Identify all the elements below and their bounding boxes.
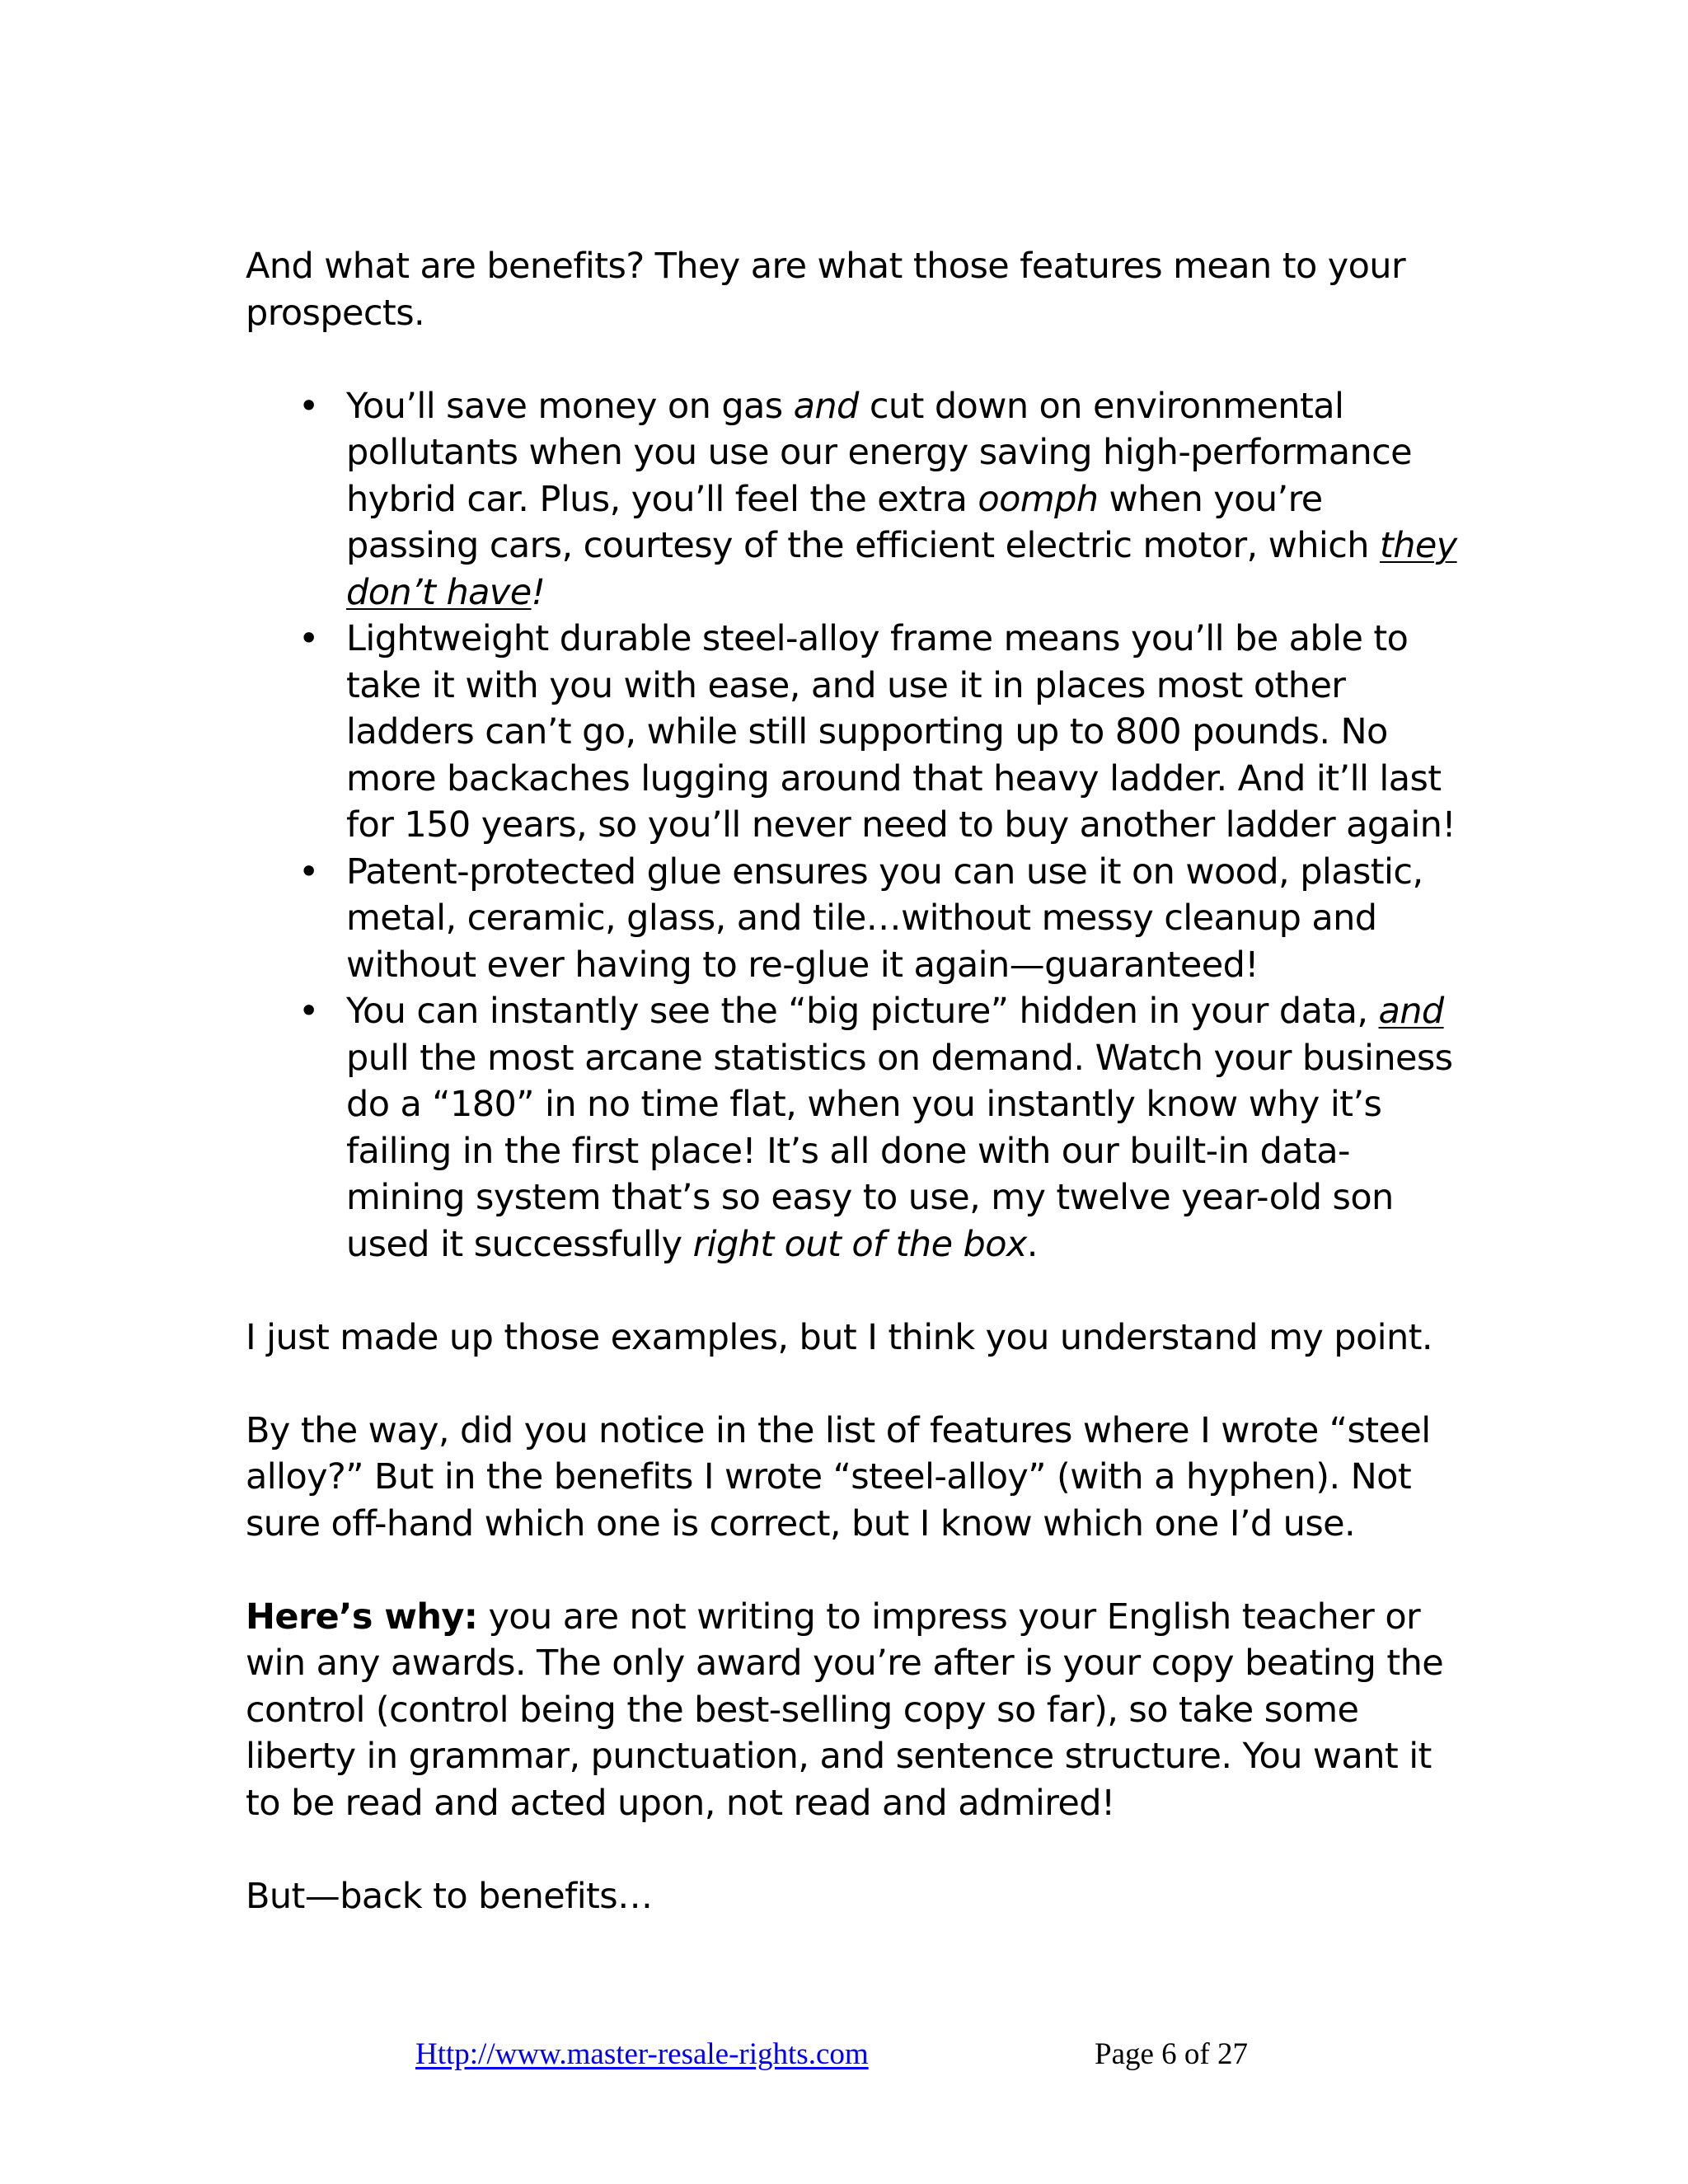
bullet-icon: • — [298, 851, 319, 893]
back-to-benefits-paragraph — [246, 1873, 1457, 1920]
list-item — [298, 849, 1457, 989]
bullet-icon: • — [298, 991, 319, 1032]
examples-paragraph — [246, 1315, 1457, 1361]
why-paragraph — [246, 1594, 1457, 1827]
paragraph-text: you are not writing to impress your English teacher or win any awards. The only award you’re after is your copy beating the control (control being the best-selling copy so far), so take some liberty in grammar, punctuation, and sentence structure. You want it to be read and acted upon, not read and admired! — [246, 1596, 1444, 1824]
item-text: You’ll save money on gas — [346, 385, 794, 427]
item-text: when you’re passing cars, courtesy of the efficient electric motor, which — [346, 478, 1380, 566]
emphasis-and: and — [1378, 991, 1444, 1032]
item-text: ! — [531, 571, 546, 613]
item-text: Patent-protected glue ensures you can use it on wood, plastic, metal, ceramic, glass, and tile…without messy cleanup and without ever having to re-glue it again—guaranteed! — [346, 851, 1423, 986]
benefits-list — [246, 383, 1457, 1268]
emphasis-right-out-of-the-box: right out of the box — [692, 1223, 1027, 1265]
why-label: Here’s why: — [246, 1596, 478, 1638]
paragraph-text: By the way, did you notice in the list of features where I wrote “steel alloy?” But in the benefits I wrote “steel-alloy” (with a hyphen). Not sure off-hand which one is correct, but I know which one I’d use. — [246, 1409, 1431, 1544]
item-text: Lightweight durable steel-alloy frame means you’ll be able to take it with you with ease, and use it in places most other ladders can’t go, while still supporting up to 800 pounds. No more backaches lugging around that heavy ladder. And it’ll last for 150 years, so you’ll never need to buy another ladder again! — [346, 618, 1456, 846]
list-item — [298, 383, 1457, 616]
item-text: pull the most arcane statistics on demand. Watch your business do a “180” in no time flat, when you instantly know why it’s failing in the first place! It’s all done with our built-in data-mining system that’s so easy to use, my twelve year-old son used it successfully — [346, 1037, 1453, 1265]
footer-website-link[interactable]: Http://www.master-resale-rights.com — [415, 2037, 869, 2071]
intro-text: And what are benefits? They are what those features mean to your prospects. — [246, 246, 1406, 334]
intro-paragraph — [246, 243, 1457, 336]
page-number: Page 6 of 27 — [1095, 2037, 1248, 2071]
page-footer — [0, 2034, 1688, 2075]
item-text: cut down on environmental pollutants when you use our energy saving high-performance hybrid car. Plus, you’ll feel the extra — [346, 385, 1413, 520]
hyphen-paragraph — [246, 1408, 1457, 1548]
paragraph-text: I just made up those examples, but I think you understand my point. — [246, 1316, 1433, 1358]
emphasis-and: and — [793, 385, 859, 427]
paragraph-text: But—back to benefits… — [246, 1875, 653, 1917]
item-text: You can instantly see the “big picture” hidden in your data, — [346, 991, 1379, 1032]
emphasis-they-dont-have: they don’t have — [346, 525, 1457, 613]
bullet-icon: • — [298, 618, 319, 659]
page-body — [246, 243, 1457, 1966]
list-item — [298, 616, 1457, 849]
bullet-icon: • — [298, 385, 319, 427]
emphasis-oomph: oomph — [978, 478, 1099, 520]
item-text: . — [1026, 1223, 1038, 1265]
list-item — [298, 988, 1457, 1268]
